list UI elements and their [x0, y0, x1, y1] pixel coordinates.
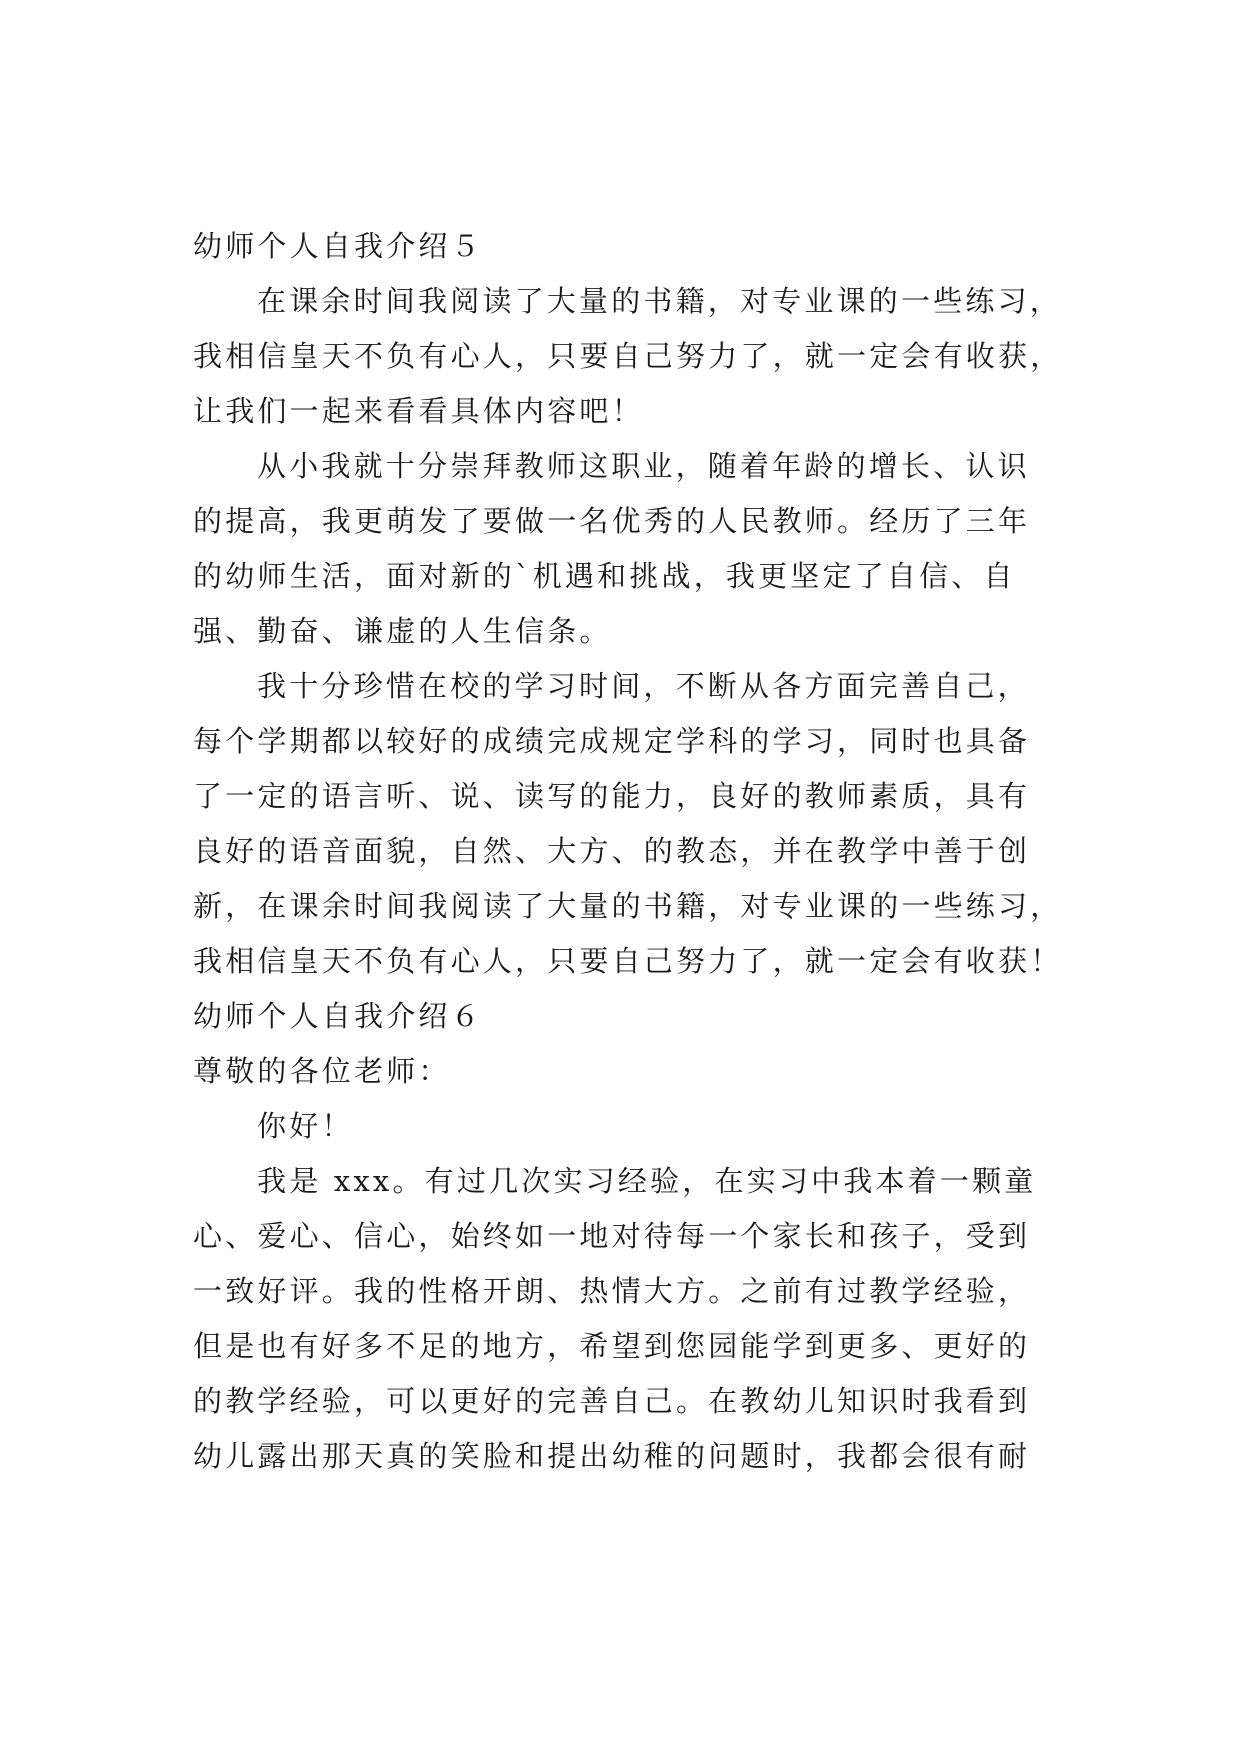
- paragraph-line: 的教学经验，可以更好的完善自己。在教幼儿知识时我看到: [193, 1384, 1031, 1418]
- paragraph-line: 新，在课余时间我阅读了大量的书籍，对专业课的一些练习，: [193, 889, 1063, 923]
- paragraph-line: 的幼师生活，面对新的`机遇和挑战，我更坚定了自信、自: [193, 559, 1016, 593]
- paragraph-line: 我相信皇天不负有心人，只要自己努力了，就一定会有收获！: [193, 944, 1063, 978]
- paragraph-line: 我相信皇天不负有心人，只要自己努力了，就一定会有收获，: [193, 339, 1063, 373]
- salutation: 尊敬的各位老师：: [193, 1054, 451, 1088]
- paragraph-line: 我十分珍惜在校的学习时间，不断从各方面完善自己，: [257, 669, 1030, 703]
- paragraph-line: 每个学期都以较好的成绩完成规定学科的学习，同时也具备: [193, 724, 1031, 758]
- paragraph-line: 但是也有好多不足的地方，希望到您园能学到更多、更好的: [193, 1329, 1031, 1363]
- paragraph-line: 心、爱心、信心，始终如一地对待每一个家长和孩子，受到: [193, 1219, 1031, 1253]
- paragraph-line: 在课余时间我阅读了大量的书籍，对专业课的一些练习，: [257, 284, 1063, 318]
- paragraph-line: 让我们一起来看看具体内容吧！: [193, 394, 644, 428]
- paragraph-line: 从小我就十分崇拜教师这职业，随着年龄的增长、认识: [257, 449, 1030, 483]
- paragraph-line: 了一定的语言听、说、读写的能力，良好的教师素质，具有: [193, 779, 1031, 813]
- paragraph-line: 良好的语音面貌，自然、大方、的教态，并在教学中善于创: [193, 834, 1031, 868]
- paragraph-line: 强、勤奋、谦虚的人生信条。: [193, 614, 612, 648]
- paragraph-line: 我是 xxx。有过几次实习经验，在实习中我本着一颗童: [257, 1164, 1037, 1198]
- paragraph-line: 幼儿露出那天真的笑脸和提出幼稚的问题时，我都会很有耐: [193, 1439, 1031, 1473]
- paragraph-line: 一致好评。我的性格开朗、热情大方。之前有过教学经验，: [193, 1274, 1031, 1308]
- greeting: 你好！: [257, 1109, 354, 1143]
- section-heading-6: 幼师个人自我介绍６: [193, 999, 483, 1033]
- paragraph-line: 的提高，我更萌发了要做一名优秀的人民教师。经历了三年: [193, 504, 1031, 538]
- section-heading-5: 幼师个人自我介绍５: [193, 229, 483, 263]
